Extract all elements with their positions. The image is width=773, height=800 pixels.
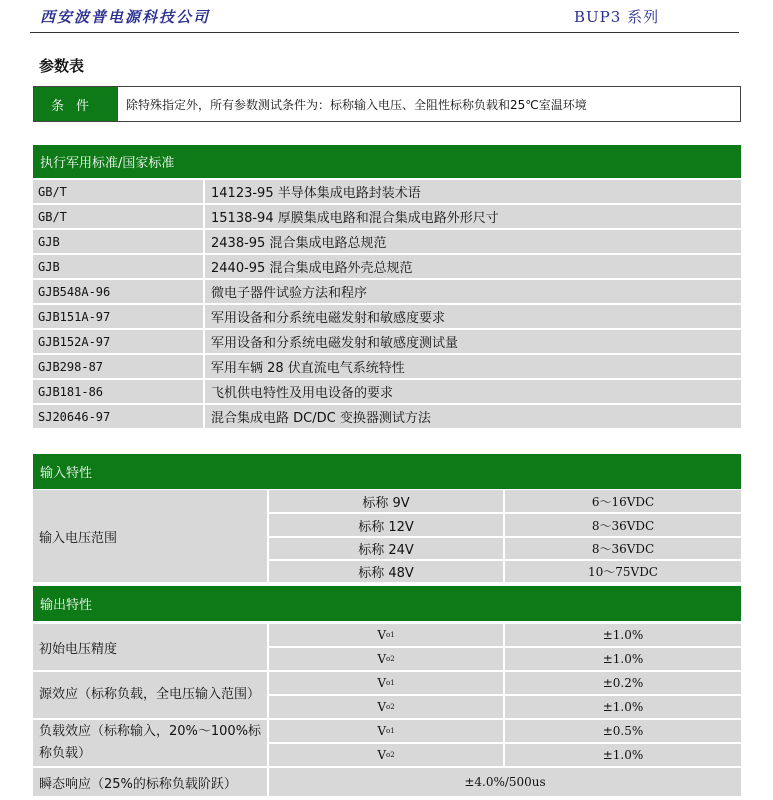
standard-desc: 军用设备和分系统电磁发射和敏感度测试量 <box>205 330 741 355</box>
nominal-voltage: 标称 24V <box>269 538 503 559</box>
output-value: ±1.0% <box>505 648 741 670</box>
standard-desc: 2438-95 混合集成电路总规范 <box>205 230 741 255</box>
output-channel <box>269 720 503 742</box>
channel-symbol: V <box>377 676 386 690</box>
channel-symbol: V <box>377 652 386 666</box>
channel-symbol: V <box>377 748 386 762</box>
channel-subscript: o2 <box>386 655 395 663</box>
output-param-label: 初始电压精度 <box>33 624 267 670</box>
standard-desc: 混合集成电路 DC/DC 变换器测试方法 <box>205 405 741 430</box>
standard-code: GB/T <box>33 205 205 230</box>
channel-subscript: o1 <box>386 679 395 687</box>
standard-desc: 2440-95 混合集成电路外壳总规范 <box>205 255 741 280</box>
voltage-range: 10～75VDC <box>505 561 741 582</box>
output-channel <box>269 624 503 646</box>
input-heading: 输入特性 <box>33 454 741 490</box>
standard-desc: 15138-94 厚膜集成电路和混合集成电路外形尺寸 <box>205 205 741 230</box>
table-row <box>33 355 741 380</box>
standard-code: GJB181-86 <box>33 380 205 405</box>
standards-table <box>33 180 741 430</box>
input-table <box>33 490 741 584</box>
standard-code: SJ20646-97 <box>33 405 205 430</box>
table-row <box>33 205 741 230</box>
condition-text: 除特殊指定外，所有参数测试条件为：标称输入电压、全阻性标称负载和25℃室温环境 <box>126 97 587 112</box>
output-value: ±0.5% <box>505 720 741 742</box>
output-param-label: 源效应（标称负载，全电压输入范围） <box>33 672 267 718</box>
output-table <box>33 624 741 800</box>
output-value: ±1.0% <box>505 696 741 718</box>
standard-desc: 微电子器件试验方法和程序 <box>205 280 741 305</box>
table-row <box>33 280 741 305</box>
standards-heading: 执行军用标准/国家标准 <box>33 145 741 179</box>
voltage-range: 8～36VDC <box>505 538 741 559</box>
test-condition-box <box>33 86 741 122</box>
standard-desc: 14123-95 半导体集成电路封装术语 <box>205 180 741 205</box>
company-name: 西安波普电源科技公司 <box>40 8 211 26</box>
table-row <box>33 255 741 280</box>
standard-desc: 军用设备和分系统电磁发射和敏感度要求 <box>205 305 741 330</box>
output-value: ±0.2% <box>505 672 741 694</box>
standard-code: GJB <box>33 230 205 255</box>
transient-param-label: 瞬态响应（25%的标称负载阶跃） <box>33 768 267 796</box>
nominal-voltage: 标称 12V <box>269 514 503 536</box>
table-row <box>33 405 741 430</box>
output-channel <box>269 744 503 766</box>
voltage-range: 6～16VDC <box>505 490 741 512</box>
output-channel <box>269 672 503 694</box>
channel-subscript: o2 <box>386 703 395 711</box>
output-value: ±1.0% <box>505 624 741 646</box>
nominal-voltage: 标称 9V <box>269 490 503 512</box>
table-row <box>33 380 741 405</box>
page-header <box>0 0 773 34</box>
output-channel <box>269 648 503 670</box>
standard-code: GJB152A-97 <box>33 330 205 355</box>
table-row <box>33 180 741 205</box>
channel-symbol: V <box>377 700 386 714</box>
nominal-voltage: 标称 48V <box>269 561 503 582</box>
output-channel <box>269 696 503 718</box>
standard-code: GJB298-87 <box>33 355 205 380</box>
condition-label: 条件 <box>34 87 118 121</box>
standard-desc: 飞机供电特性及用电设备的要求 <box>205 380 741 405</box>
standard-code: GB/T <box>33 180 205 205</box>
output-param-label: 负载效应（标称输入，20%～100%标称负载） <box>33 720 267 766</box>
table-row <box>33 230 741 255</box>
page-title: 参数表 <box>39 57 85 75</box>
voltage-range: 8～36VDC <box>505 514 741 536</box>
table-row <box>33 305 741 330</box>
channel-symbol: V <box>377 628 386 642</box>
channel-subscript: o2 <box>386 751 395 759</box>
standard-code: GJB548A-96 <box>33 280 205 305</box>
standard-code: GJB <box>33 255 205 280</box>
standard-desc: 军用车辆 28 伏直流电气系统特性 <box>205 355 741 380</box>
series-name: BUP3 系列 <box>574 8 660 26</box>
header-divider <box>30 32 739 33</box>
transient-value: ±4.0%/500us <box>269 768 741 796</box>
channel-symbol: V <box>377 724 386 738</box>
input-param-label: 输入电压范围 <box>33 490 267 582</box>
channel-subscript: o1 <box>386 631 395 639</box>
channel-subscript: o1 <box>386 727 395 735</box>
output-heading: 输出特性 <box>33 586 741 622</box>
standard-code: GJB151A-97 <box>33 305 205 330</box>
table-row <box>33 330 741 355</box>
output-value: ±1.0% <box>505 744 741 766</box>
